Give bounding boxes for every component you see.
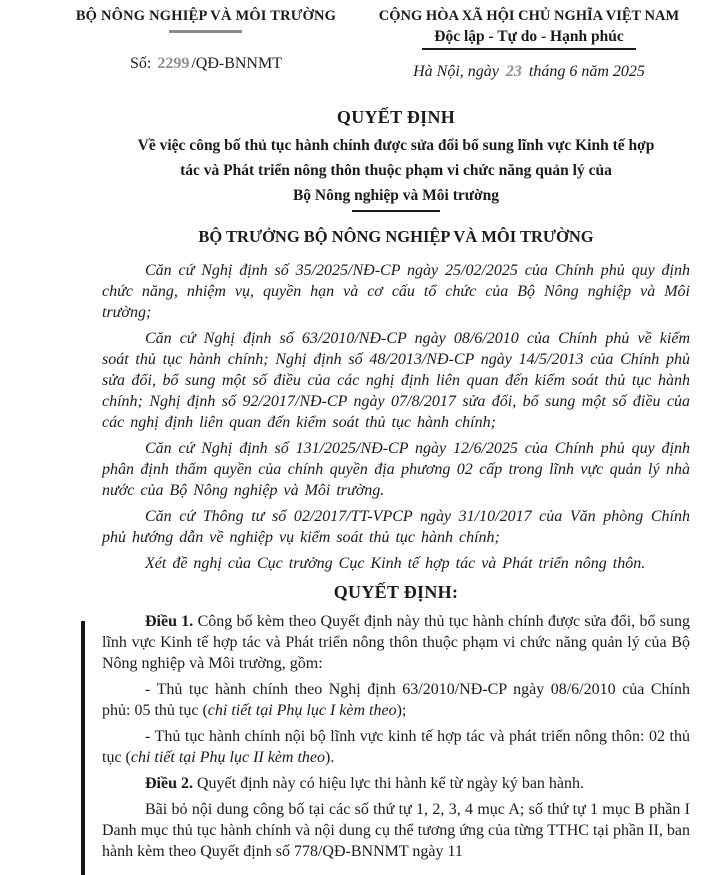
item-2-text: - Thủ tục hành chính nội bộ lĩnh vực kinh tế hợp tác và phát triển nông thôn: 02 thủ tục (: [102, 728, 690, 766]
recital-paragraph-5: Xét đề nghị của Cục trưởng Cục Kinh tế hợp tác và Phát triển nông thôn.: [145, 555, 646, 572]
recital-paragraph-1: Căn cứ Nghị định số 35/2025/NĐ-CP ngày 25/02/2025 của Chính phủ quy định chức năng, nhiệm vụ, quyền hạn và cơ cấu tổ chức của Bộ Nông nghiệp và Môi trường;: [102, 262, 690, 321]
decision-heading: QUYẾT ĐỊNH:: [333, 582, 459, 602]
subject-line-3: Bộ Nông nghiệp và Môi trường: [292, 187, 500, 204]
item-2-detail: chi tiết tại Phụ lục II kèm theo: [130, 749, 326, 766]
article-1-label: Điều 1.: [145, 613, 194, 630]
doc-number-suffix: /QĐ-BNNMT: [191, 55, 282, 72]
article-2-text: Quyết định này có hiệu lực thi hành kể từ ngày ký ban hành.: [197, 775, 585, 792]
item-1-text: - Thủ tục hành chính theo Nghị định 63/2010/NĐ-CP ngày 08/6/2010 của Chính phủ: 05 thủ tục (: [102, 681, 690, 719]
issuing-org-block: [42, 8, 370, 81]
day-stamped: 23: [505, 63, 522, 80]
doc-number-line: [42, 55, 370, 73]
doc-type-title: QUYẾT ĐỊNH: [336, 107, 456, 127]
item-1-tail: );: [396, 702, 407, 719]
recital-paragraph-3: Căn cứ Nghị định số 131/2025/NĐ-CP ngày 12/6/2025 của Chính phủ quy định phân định thẩm quyền của chính quyền địa phương 02 cấp trong lĩnh vực quản lý nhà nước của Bộ Nông nghiệp và Môi trường.: [102, 440, 690, 499]
place-date-suffix: tháng 6 năm 2025: [528, 63, 645, 80]
doc-number-stamped: 2299: [157, 55, 190, 72]
subject-underline: [352, 210, 440, 212]
doc-number-label: Số:: [129, 55, 152, 72]
org-underline: [169, 30, 242, 33]
national-title: CỘNG HÒA XÃ HỘI CHỦ NGHĨA VIỆT NAM: [378, 8, 680, 24]
item-2-tail: ).: [325, 749, 335, 766]
place-date-prefix: Hà Nội, ngày: [413, 63, 499, 80]
national-motto-block: [370, 8, 688, 81]
article-1-text: Công bố kèm theo Quyết định này thủ tục hành chính được sửa đổi, bổ sung lĩnh vực Kinh tế hợp tác và Phát triển nông thôn thuộc phạm vi chức năng quản lý của Bộ Nông nghiệp và Môi trường, gồm:: [102, 613, 690, 672]
recital-paragraph-2: Căn cứ Nghị định số 63/2010/NĐ-CP ngày 08/6/2010 của Chính phủ về kiểm soát thủ tục hành chính; Nghị định số 48/2013/NĐ-CP ngày 14/5/2013 của Chính phủ sửa đổi, bổ sung một số điều của các nghị định liên quan đến kiểm soát thủ tục hành chính; Nghị định số 92/2017/NĐ-CP ngày 07/8/2017 sửa đổi, bổ sung một số điều của các nghị định liên quan đến kiểm soát thủ tục hành chính;: [102, 330, 690, 431]
subject-title: [102, 133, 690, 208]
subject-line-1: Về việc công bố thủ tục hành chính được sửa đổi bổ sung lĩnh vực Kinh tế hợp: [137, 137, 655, 154]
article-1-item-1: [102, 679, 690, 721]
subject-line-2: tác và Phát triển nông thôn thuộc phạm vi chức năng quản lý của: [180, 162, 612, 179]
document-body: [102, 260, 690, 862]
article-2-paragraph-2: Bãi bỏ nội dung công bố tại các số thứ tự 1, 2, 3, 4 mục A; số thứ tự 1 mục B phần I Danh mục thủ tục hành chính và nội dung cụ thể tương ứng của từng TTHC tại phần II, ban hành kèm theo Quyết định số 778/QĐ-BNNMT ngày 11: [102, 801, 690, 860]
recital-paragraph-4: Căn cứ Thông tư số 02/2017/TT-VPCP ngày 31/10/2017 của Văn phòng Chính phủ hướng dẫn về nghiệp vụ kiểm soát thủ tục hành chính;: [102, 508, 690, 546]
document-header: [0, 8, 714, 81]
article-1-paragraph: [102, 611, 690, 674]
article-2-paragraph: [102, 773, 690, 794]
article-1-item-2: [102, 726, 690, 768]
place-date-line: [370, 63, 688, 81]
title-block: [102, 107, 690, 247]
scan-artifact-bar: [81, 621, 85, 875]
issuing-org-name: BỘ NÔNG NGHIỆP VÀ MÔI TRƯỜNG: [75, 8, 337, 24]
national-motto: Độc lập - Tự do - Hạnh phúc: [422, 27, 635, 50]
article-2-label: Điều 2.: [145, 775, 193, 792]
motto-wrap: [370, 25, 688, 50]
item-1-detail: chi tiết tại Phụ lục I kèm theo: [207, 702, 397, 719]
issuer-title: BỘ TRƯỞNG BỘ NÔNG NGHIỆP VÀ MÔI TRƯỜNG: [198, 227, 594, 246]
